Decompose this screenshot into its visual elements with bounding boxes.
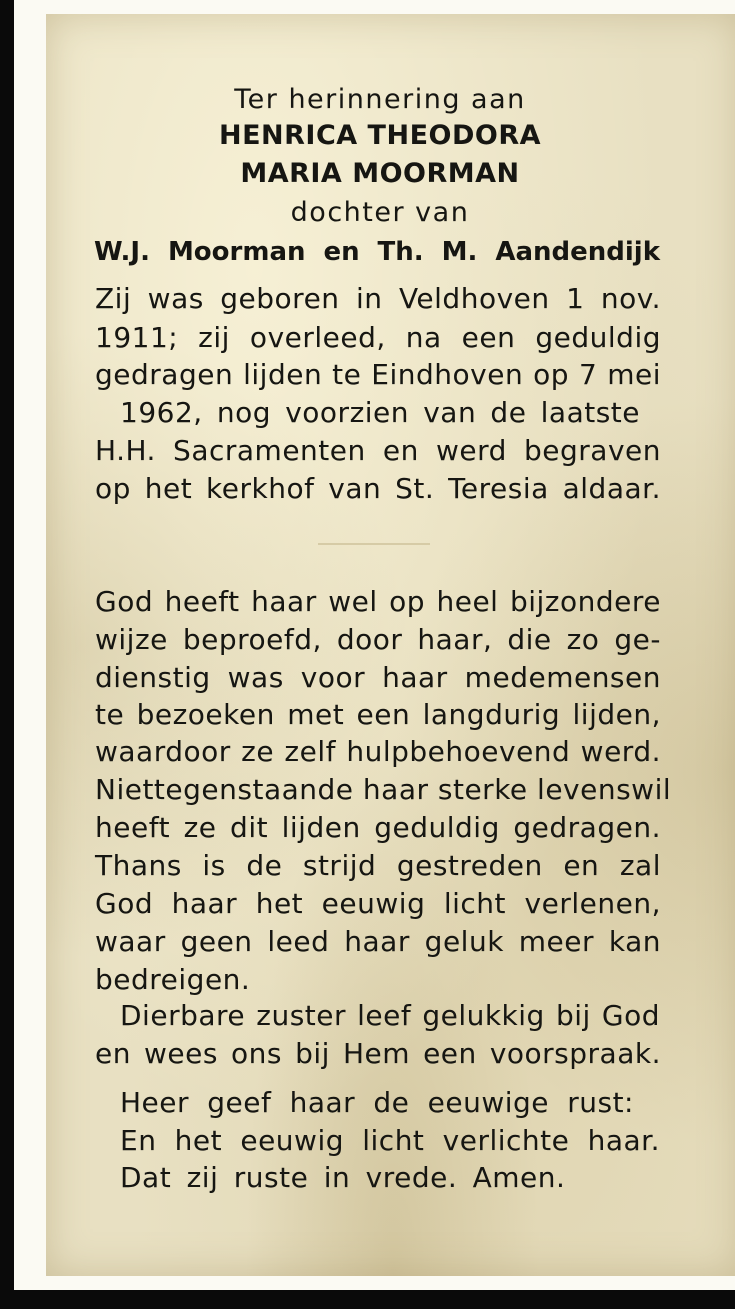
reflection-line: wijze beproefd, door haar, die zo ge-: [95, 623, 661, 656]
reflection-line: waardoor ze zelf hulpbehoevend werd.: [95, 735, 661, 768]
section-divider: [318, 543, 430, 545]
prayer-line: En het eeuwig licht verlichte haar.: [120, 1124, 660, 1157]
reflection-line: te bezoeken met een langdurig lijden,: [95, 698, 661, 731]
farewell-line: Dierbare zuster leef gelukkig bij God: [120, 999, 660, 1032]
reflection-line: heeft ze dit lijden geduldig gedragen.: [95, 811, 661, 844]
reflection-line: Niettegenstaande haar sterke levenswil: [95, 773, 672, 806]
heading-intro: Ter herinnering aan: [234, 84, 526, 115]
biography-line: op het kerkhof van St. Teresia aldaar.: [95, 472, 661, 505]
biography-line: 1911; zij overleed, na een geduldig: [95, 321, 661, 354]
reflection-line: bedreigen.: [95, 963, 251, 996]
parents-names: W.J. Moorman en Th. M. Aandendijk: [94, 237, 660, 267]
biography-line: gedragen lijden te Eindhoven op 7 mei: [95, 358, 661, 391]
scan-border-left: [0, 0, 14, 1309]
farewell-line: en wees ons bij Hem een voorspraak.: [95, 1037, 661, 1070]
reflection-line: dienstig was voor haar medemensen: [95, 661, 661, 694]
scan-border-bottom: [0, 1290, 735, 1309]
reflection-line: Thans is de strijd gestreden en zal: [95, 849, 661, 882]
prayer-line: Dat zij ruste in vrede. Amen.: [120, 1161, 566, 1194]
heading-relation: dochter van: [290, 197, 470, 228]
biography-line: H.H. Sacramenten en werd begraven: [95, 434, 661, 467]
biography-line: 1962, nog voorzien van de laatste: [120, 396, 640, 429]
reflection-line: God heeft haar wel op heel bijzondere: [95, 585, 661, 618]
prayer-line: Heer geef haar de eeuwige rust:: [120, 1086, 634, 1119]
reflection-line: God haar het eeuwig licht verlenen,: [95, 887, 661, 920]
deceased-name-line-1: HENRICA THEODORA: [218, 120, 542, 151]
deceased-name-line-2: MARIA MOORMAN: [240, 158, 520, 189]
reflection-line: waar geen leed haar geluk meer kan: [95, 925, 661, 958]
biography-line: Zij was geboren in Veldhoven 1 nov.: [95, 282, 661, 315]
